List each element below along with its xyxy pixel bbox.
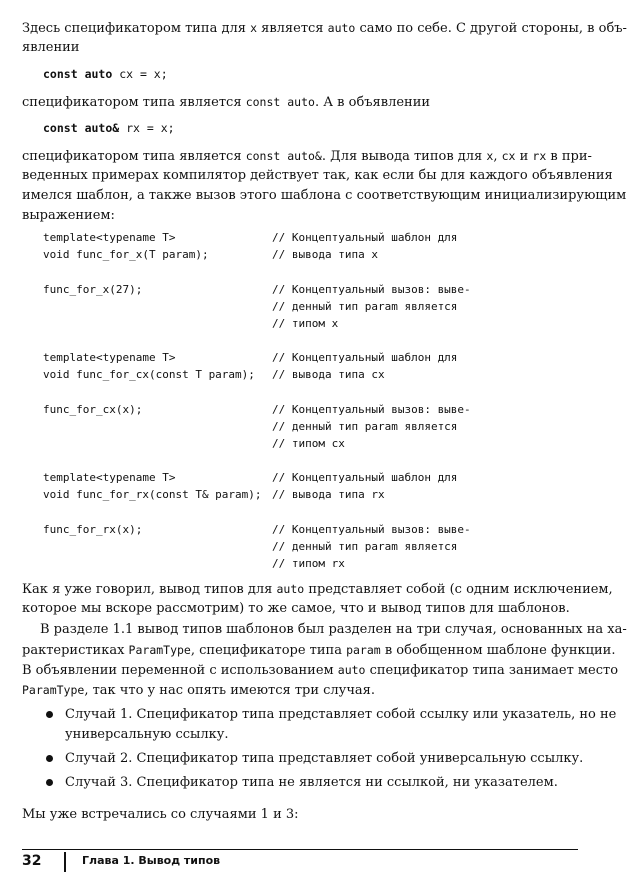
text-line: Случай 1. Спецификатор типа представляет собой ссылку или указатель, но не bbox=[65, 707, 617, 722]
text-span: , спецификаторе типа bbox=[190, 643, 347, 658]
code-text: func_for_x(27); bbox=[43, 283, 143, 296]
code-text: void func_for_rx(const T& param); bbox=[43, 488, 262, 501]
inline-code: rx bbox=[532, 149, 547, 163]
code-keyword: auto& bbox=[84, 121, 120, 135]
inline-code: const auto bbox=[245, 95, 315, 109]
code-text: template<typename T> bbox=[43, 231, 176, 244]
code-comment: // денный тип param является bbox=[272, 420, 458, 433]
code-keyword: auto bbox=[84, 67, 113, 81]
text-line: имелся шаблон, а также вызов этого шаблона с соответствующим инициализирующим bbox=[22, 188, 627, 203]
text-line: В разделе 1.1 вывод типов шаблонов был разделен на три случая, основанных на ха- bbox=[40, 622, 627, 637]
code-comment: // Концептуальный шаблон для bbox=[272, 231, 458, 244]
inline-code: auto bbox=[327, 21, 356, 35]
code-comment: // Концептуальный шаблон для bbox=[272, 471, 458, 484]
inline-code: auto bbox=[337, 663, 366, 677]
code-text: cx = x; bbox=[112, 67, 168, 81]
paragraph-three-cases bbox=[22, 620, 627, 700]
text-line: явлении bbox=[22, 40, 80, 55]
chapter-title: Глава 1. Вывод типов bbox=[82, 854, 221, 867]
inline-code: x bbox=[250, 21, 258, 35]
paragraph-conceptual-templates bbox=[22, 146, 627, 226]
code-comment: // типом rx bbox=[272, 557, 345, 570]
code-comment: // Концептуальный вызов: выве- bbox=[272, 403, 471, 416]
text-span: , так что у нас опять имеются три случая. bbox=[84, 683, 375, 698]
text-span: спецификатор типа занимает место bbox=[365, 663, 619, 678]
page-number: 32 bbox=[22, 853, 42, 869]
code-text: template<typename T> bbox=[43, 351, 176, 364]
footer-divider bbox=[64, 852, 66, 872]
text-line bbox=[22, 579, 613, 599]
inline-code: ParamType bbox=[128, 643, 191, 657]
text-span: является bbox=[257, 21, 328, 36]
code-comment: // Концептуальный шаблон для bbox=[272, 351, 458, 364]
code-comment: // Концептуальный вызов: выве- bbox=[272, 283, 471, 296]
text-span: само по себе. С другой стороны, в объ- bbox=[355, 21, 627, 36]
code-keyword: const bbox=[43, 67, 78, 81]
text-span: Как я уже говорил, вывод типов для bbox=[22, 582, 277, 597]
code-comment: // вывода типа x bbox=[272, 248, 378, 261]
text-line bbox=[22, 680, 578, 700]
text-span: . А в объявлении bbox=[314, 95, 431, 110]
code-line-rx bbox=[43, 120, 175, 137]
paragraph-auto-deduction bbox=[22, 579, 613, 619]
text-line bbox=[22, 18, 627, 38]
text-line: которое мы вскоре рассмотрим) то же самое, что и вывод типов для шаблонов. bbox=[22, 601, 570, 616]
code-text: void func_for_x(T param); bbox=[43, 248, 209, 261]
text-span: представляет собой (с одним исключением, bbox=[304, 582, 613, 597]
text-span: рактеристиках bbox=[22, 643, 129, 658]
code-text: template<typename T> bbox=[43, 471, 176, 484]
text-span: В объявлении переменной с использованием bbox=[22, 663, 338, 678]
text-line: выражением: bbox=[22, 208, 115, 223]
code-comment: // вывода типа cx bbox=[272, 368, 385, 381]
text-span: спецификатором типа является bbox=[22, 149, 246, 164]
code-text: func_for_rx(x); bbox=[43, 523, 143, 536]
footer-rule bbox=[22, 849, 578, 850]
text-span: и bbox=[515, 149, 533, 164]
inline-code: param bbox=[346, 643, 381, 657]
inline-code: ParamType bbox=[22, 683, 85, 697]
text-line: Случай 3. Спецификатор типа не является ни ссылкой, ни указателем. bbox=[65, 775, 558, 790]
text-line: Случай 2. Спецификатор типа представляет собой универсальную ссылку. bbox=[65, 751, 584, 766]
code-line-cx bbox=[43, 66, 168, 83]
code-text: void func_for_cx(const T param); bbox=[43, 368, 255, 381]
code-comment: // Концептуальный вызов: выве- bbox=[272, 523, 471, 536]
text-line bbox=[22, 146, 592, 166]
code-comment: // типом cx bbox=[272, 437, 345, 450]
bullet-dot-icon bbox=[46, 711, 53, 718]
code-comment: // вывода типа rx bbox=[272, 488, 385, 501]
code-comment: // типом x bbox=[272, 317, 339, 330]
inline-code: x bbox=[486, 149, 494, 163]
inline-code: const auto& bbox=[245, 149, 322, 163]
text-line: веденных примерах компилятор действует так, как если бы для каждого объявления bbox=[22, 168, 613, 183]
text-line bbox=[22, 660, 619, 680]
paragraph-specifier-const-auto bbox=[22, 92, 578, 112]
text-span: спецификатором типа является bbox=[22, 95, 246, 110]
bullet-dot-icon bbox=[46, 755, 53, 762]
text-span: в обобщенном шаблоне функции. bbox=[380, 643, 616, 658]
text-line bbox=[22, 640, 616, 660]
paragraph-intro bbox=[22, 18, 627, 58]
code-comment: // денный тип param является bbox=[272, 540, 458, 553]
paragraph-cases-1-3 bbox=[22, 805, 578, 825]
text-span: Здесь спецификатором типа для bbox=[22, 21, 251, 36]
code-keyword: const bbox=[43, 121, 78, 135]
bullet-dot-icon bbox=[46, 779, 53, 786]
text-span: . Для вывода типов для bbox=[321, 149, 487, 164]
text-line: Мы уже встречались со случаями 1 и 3: bbox=[22, 807, 299, 822]
code-text: rx = x; bbox=[119, 121, 175, 135]
inline-code: auto bbox=[276, 582, 305, 596]
inline-code: cx bbox=[501, 149, 516, 163]
text-span: в при- bbox=[546, 149, 592, 164]
text-line bbox=[22, 92, 578, 112]
code-comment: // денный тип param является bbox=[272, 300, 458, 313]
text-line: универсальную ссылку. bbox=[65, 727, 229, 742]
text-span: , bbox=[493, 149, 502, 164]
code-text: func_for_cx(x); bbox=[43, 403, 143, 416]
